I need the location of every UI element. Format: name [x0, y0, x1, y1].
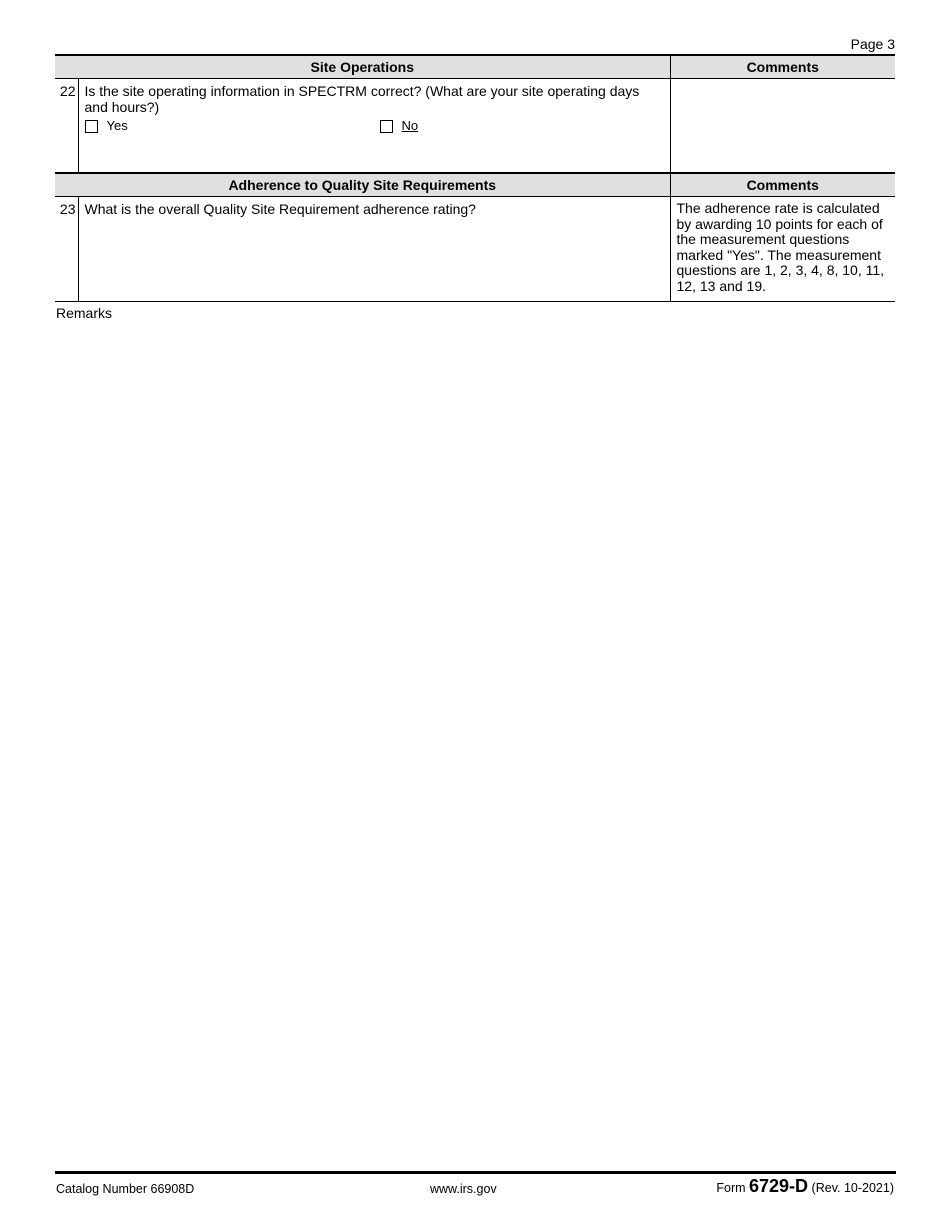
website-link[interactable]: www.irs.gov — [430, 1182, 497, 1196]
question-22 — [78, 79, 670, 173]
form-revision: (Rev. 10-2021) — [811, 1181, 894, 1195]
adherence-header: Adherence to Quality Site Requirements — [55, 173, 670, 197]
site-operations-header: Site Operations — [55, 55, 670, 79]
question-22-no-checkbox[interactable] — [380, 120, 393, 133]
question-22-yes-label: Yes — [106, 118, 128, 133]
question-23-text: What is the overall Quality Site Requirement adherence rating? — [84, 201, 476, 217]
question-22-yes-option[interactable] — [85, 118, 128, 134]
question-22-yes-checkbox[interactable] — [85, 120, 98, 133]
remarks-label: Remarks — [56, 305, 113, 321]
question-23 — [78, 197, 670, 302]
question-22-no-label: No — [401, 118, 419, 133]
catalog-number: Catalog Number 66908D — [56, 1182, 195, 1196]
site-operations-comments-header: Comments — [670, 55, 895, 79]
page-number: Page 3 — [850, 36, 895, 52]
question-22-number: 22 — [55, 79, 78, 173]
form-id — [716, 1176, 894, 1197]
question-22-comments-field[interactable] — [670, 79, 895, 173]
adherence-comments-header: Comments — [670, 173, 895, 197]
form-prefix: Form — [716, 1181, 746, 1195]
question-22-text: Is the site operating information in SPECTRM correct? (What are your site operating days and hours?) — [84, 83, 640, 115]
form-number: 6729-D — [749, 1176, 809, 1196]
adherence-table — [55, 172, 895, 302]
question-22-no-option[interactable] — [380, 118, 419, 134]
question-23-number: 23 — [55, 197, 78, 302]
site-operations-table — [55, 54, 895, 173]
footer — [55, 1171, 896, 1214]
question-23-comments: The adherence rate is calculated by awarding 10 points for each of the measurement questions marked "Yes". The measurement questions are 1, 2, 3, 4, 8, 10, 11, 12, 13 and 19. — [676, 200, 885, 294]
